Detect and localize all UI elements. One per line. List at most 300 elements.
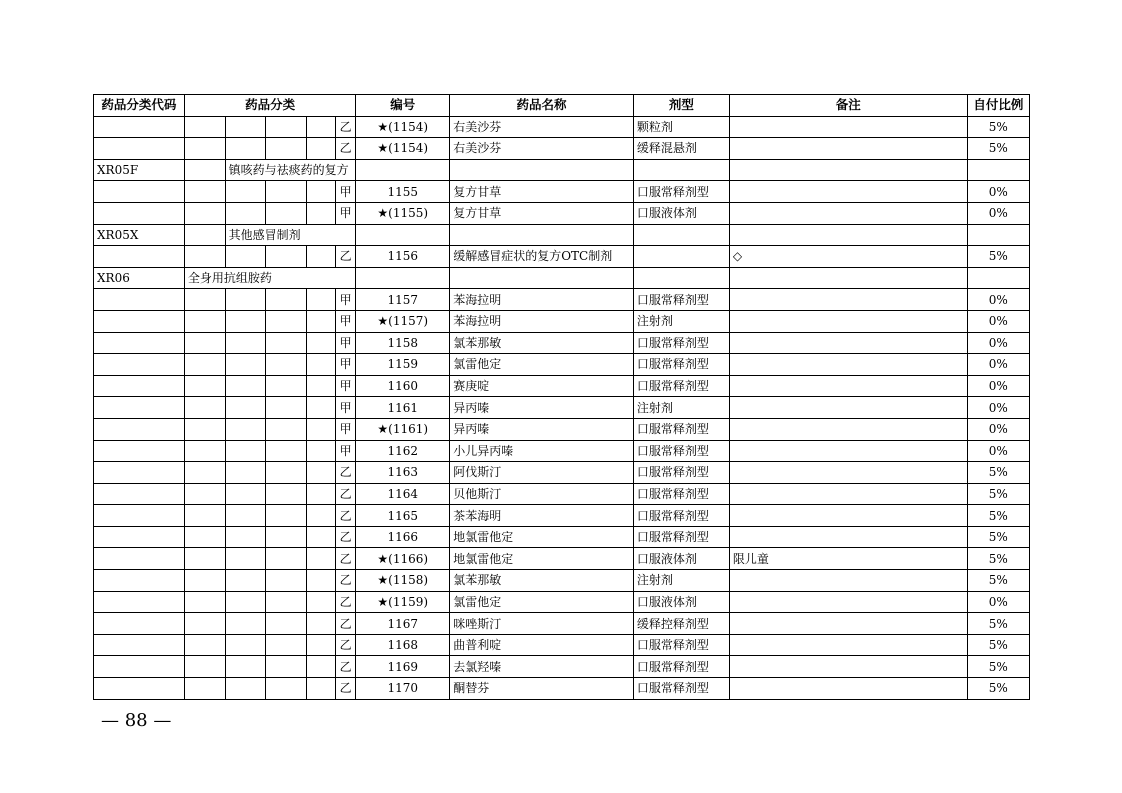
empty-cell	[450, 267, 634, 289]
drug-name: 复方甘草	[450, 181, 634, 203]
drug-category: 甲	[335, 397, 355, 419]
drug-note	[729, 354, 967, 376]
drug-name: 阿伐斯汀	[450, 462, 634, 484]
drug-note	[729, 138, 967, 160]
drug-form: 口服常释剂型	[633, 289, 729, 311]
drug-name: 氯雷他定	[450, 354, 634, 376]
empty-cell	[184, 613, 225, 635]
empty-cell	[184, 116, 225, 138]
empty-cell	[266, 375, 307, 397]
empty-cell	[307, 181, 336, 203]
category-code: XR05X	[94, 224, 185, 246]
table-row	[94, 310, 1030, 332]
empty-cell	[225, 440, 266, 462]
empty-cell	[94, 526, 185, 548]
drug-number: 1168	[356, 634, 450, 656]
empty-cell	[184, 505, 225, 527]
category-label: 镇咳药与祛痰药的复方	[225, 159, 356, 181]
empty-cell	[184, 289, 225, 311]
drug-number: 1159	[356, 354, 450, 376]
drug-name: 氯苯那敏	[450, 332, 634, 354]
header-name: 药品名称	[450, 95, 634, 117]
drug-ratio: 5%	[967, 634, 1029, 656]
empty-cell	[184, 138, 225, 160]
empty-cell	[307, 656, 336, 678]
drug-number: 1167	[356, 613, 450, 635]
empty-cell	[266, 591, 307, 613]
drug-ratio: 5%	[967, 526, 1029, 548]
empty-cell	[967, 267, 1029, 289]
empty-cell	[225, 591, 266, 613]
drug-category: 甲	[335, 354, 355, 376]
empty-cell	[225, 246, 266, 268]
empty-cell	[184, 310, 225, 332]
drug-number: ★(1159)	[356, 591, 450, 613]
drug-category: 乙	[335, 246, 355, 268]
empty-cell	[94, 440, 185, 462]
empty-cell	[225, 138, 266, 160]
drug-note	[729, 483, 967, 505]
empty-cell	[184, 181, 225, 203]
empty-cell	[184, 418, 225, 440]
drug-note	[729, 526, 967, 548]
header-code: 药品分类代码	[94, 95, 185, 117]
drug-category: 甲	[335, 332, 355, 354]
drug-ratio: 5%	[967, 656, 1029, 678]
drug-form: 口服常释剂型	[633, 418, 729, 440]
drug-note	[729, 397, 967, 419]
empty-cell	[307, 678, 336, 700]
drug-ratio: 5%	[967, 505, 1029, 527]
drug-category: 乙	[335, 462, 355, 484]
category-row	[94, 159, 1030, 181]
empty-cell	[307, 138, 336, 160]
empty-cell	[266, 202, 307, 224]
empty-cell	[266, 440, 307, 462]
drug-category: 甲	[335, 202, 355, 224]
drug-category: 乙	[335, 613, 355, 635]
empty-cell	[266, 138, 307, 160]
drug-ratio: 0%	[967, 181, 1029, 203]
drug-number: 1170	[356, 678, 450, 700]
drug-category: 乙	[335, 678, 355, 700]
empty-cell	[266, 289, 307, 311]
table-row	[94, 397, 1030, 419]
table-row	[94, 656, 1030, 678]
empty-cell	[307, 246, 336, 268]
empty-cell	[266, 483, 307, 505]
empty-cell	[266, 570, 307, 592]
drug-number: ★(1154)	[356, 116, 450, 138]
drug-name: 茶苯海明	[450, 505, 634, 527]
drug-name: 酮替芬	[450, 678, 634, 700]
empty-cell	[94, 418, 185, 440]
drug-ratio: 5%	[967, 246, 1029, 268]
category-code: XR06	[94, 267, 185, 289]
drug-note	[729, 656, 967, 678]
empty-cell	[266, 246, 307, 268]
empty-cell	[225, 462, 266, 484]
empty-cell	[94, 613, 185, 635]
empty-cell	[307, 289, 336, 311]
empty-cell	[184, 224, 225, 246]
drug-form: 注射剂	[633, 310, 729, 332]
table-row	[94, 202, 1030, 224]
empty-cell	[184, 375, 225, 397]
header-note: 备注	[729, 95, 967, 117]
drug-number: ★(1161)	[356, 418, 450, 440]
empty-cell	[266, 548, 307, 570]
drug-name: 地氯雷他定	[450, 548, 634, 570]
drug-number: ★(1155)	[356, 202, 450, 224]
table-row	[94, 634, 1030, 656]
drug-note	[729, 505, 967, 527]
drug-number: 1164	[356, 483, 450, 505]
empty-cell	[94, 462, 185, 484]
drug-number: ★(1157)	[356, 310, 450, 332]
header-number: 编号	[356, 95, 450, 117]
drug-form: 口服常释剂型	[633, 634, 729, 656]
empty-cell	[225, 354, 266, 376]
empty-cell	[184, 246, 225, 268]
drug-name: 苯海拉明	[450, 289, 634, 311]
page-number: — 88 —	[101, 710, 172, 731]
drug-form: 口服常释剂型	[633, 505, 729, 527]
empty-cell	[967, 159, 1029, 181]
drug-form: 缓释控释剂型	[633, 613, 729, 635]
drug-name: 曲普利啶	[450, 634, 634, 656]
drug-name: 复方甘草	[450, 202, 634, 224]
drug-form: 口服液体剂	[633, 202, 729, 224]
empty-cell	[184, 634, 225, 656]
empty-cell	[307, 202, 336, 224]
empty-cell	[225, 526, 266, 548]
empty-cell	[184, 159, 225, 181]
table-row	[94, 116, 1030, 138]
drug-form: 颗粒剂	[633, 116, 729, 138]
drug-ratio: 0%	[967, 591, 1029, 613]
drug-number: 1169	[356, 656, 450, 678]
table-row	[94, 375, 1030, 397]
empty-cell	[225, 634, 266, 656]
empty-cell	[184, 656, 225, 678]
empty-cell	[94, 246, 185, 268]
drug-note	[729, 462, 967, 484]
drug-name: 地氯雷他定	[450, 526, 634, 548]
empty-cell	[307, 310, 336, 332]
drug-name: 氯苯那敏	[450, 570, 634, 592]
drug-ratio: 5%	[967, 138, 1029, 160]
empty-cell	[266, 116, 307, 138]
drug-category: 乙	[335, 570, 355, 592]
drug-form: 口服液体剂	[633, 591, 729, 613]
empty-cell	[184, 483, 225, 505]
empty-cell	[225, 678, 266, 700]
drug-category: 乙	[335, 483, 355, 505]
empty-cell	[266, 634, 307, 656]
table-row	[94, 505, 1030, 527]
drug-ratio: 0%	[967, 310, 1029, 332]
drug-form: 口服常释剂型	[633, 332, 729, 354]
drug-category: 乙	[335, 634, 355, 656]
empty-cell	[307, 116, 336, 138]
drug-name: 氯雷他定	[450, 591, 634, 613]
empty-cell	[450, 224, 634, 246]
drug-ratio: 5%	[967, 548, 1029, 570]
drug-note: 限儿童	[729, 548, 967, 570]
category-label: 其他感冒制剂	[225, 224, 356, 246]
drug-category: 乙	[335, 591, 355, 613]
empty-cell	[94, 397, 185, 419]
drug-form: 口服常释剂型	[633, 354, 729, 376]
drug-ratio: 5%	[967, 613, 1029, 635]
drug-note	[729, 332, 967, 354]
empty-cell	[633, 224, 729, 246]
header-ratio: 自付比例	[967, 95, 1029, 117]
empty-cell	[184, 462, 225, 484]
table-row	[94, 246, 1030, 268]
empty-cell	[307, 418, 336, 440]
drug-number: ★(1166)	[356, 548, 450, 570]
empty-cell	[225, 656, 266, 678]
drug-name: 咪唑斯汀	[450, 613, 634, 635]
empty-cell	[184, 678, 225, 700]
drug-category: 甲	[335, 181, 355, 203]
empty-cell	[266, 505, 307, 527]
drug-note	[729, 202, 967, 224]
table-row	[94, 462, 1030, 484]
empty-cell	[225, 505, 266, 527]
empty-cell	[94, 116, 185, 138]
drug-category: 乙	[335, 656, 355, 678]
drug-form: 口服常释剂型	[633, 375, 729, 397]
empty-cell	[633, 159, 729, 181]
drug-form: 口服常释剂型	[633, 181, 729, 203]
drug-form: 口服常释剂型	[633, 440, 729, 462]
empty-cell	[184, 570, 225, 592]
empty-cell	[307, 570, 336, 592]
empty-cell	[266, 462, 307, 484]
empty-cell	[94, 634, 185, 656]
empty-cell	[307, 332, 336, 354]
drug-category: 甲	[335, 375, 355, 397]
drug-form: 口服液体剂	[633, 548, 729, 570]
empty-cell	[729, 224, 967, 246]
drug-category: 乙	[335, 526, 355, 548]
empty-cell	[307, 483, 336, 505]
drug-number: 1162	[356, 440, 450, 462]
drug-form: 注射剂	[633, 570, 729, 592]
empty-cell	[94, 375, 185, 397]
drug-number: 1155	[356, 181, 450, 203]
empty-cell	[94, 138, 185, 160]
header-form: 剂型	[633, 95, 729, 117]
drug-number: 1158	[356, 332, 450, 354]
category-code: XR05F	[94, 159, 185, 181]
header-category: 药品分类	[184, 95, 355, 117]
empty-cell	[184, 440, 225, 462]
empty-cell	[307, 397, 336, 419]
table-row	[94, 483, 1030, 505]
drug-name: 去氯羟嗪	[450, 656, 634, 678]
table-row	[94, 678, 1030, 700]
drug-category: 乙	[335, 116, 355, 138]
empty-cell	[307, 591, 336, 613]
empty-cell	[266, 332, 307, 354]
drug-category: 乙	[335, 505, 355, 527]
table-row	[94, 289, 1030, 311]
empty-cell	[266, 181, 307, 203]
empty-cell	[225, 613, 266, 635]
empty-cell	[184, 591, 225, 613]
empty-cell	[184, 202, 225, 224]
empty-cell	[307, 634, 336, 656]
drug-ratio: 0%	[967, 440, 1029, 462]
category-label: 全身用抗组胺药	[184, 267, 355, 289]
drug-note	[729, 289, 967, 311]
table-row	[94, 138, 1030, 160]
table-header-row	[94, 95, 1030, 117]
table-row	[94, 440, 1030, 462]
drug-note	[729, 570, 967, 592]
empty-cell	[225, 116, 266, 138]
drug-number: ★(1158)	[356, 570, 450, 592]
empty-cell	[225, 418, 266, 440]
drug-form: 注射剂	[633, 397, 729, 419]
empty-cell	[225, 397, 266, 419]
drug-category: 甲	[335, 440, 355, 462]
drug-category: 甲	[335, 289, 355, 311]
empty-cell	[266, 526, 307, 548]
drug-ratio: 5%	[967, 570, 1029, 592]
table-row	[94, 354, 1030, 376]
drug-category: 乙	[335, 138, 355, 160]
drug-name: 贝他斯汀	[450, 483, 634, 505]
drug-ratio: 0%	[967, 418, 1029, 440]
empty-cell	[184, 354, 225, 376]
drug-note	[729, 591, 967, 613]
drug-ratio: 0%	[967, 375, 1029, 397]
table-body	[94, 116, 1030, 699]
drug-ratio: 0%	[967, 354, 1029, 376]
empty-cell	[266, 397, 307, 419]
drug-ratio: 0%	[967, 397, 1029, 419]
drug-ratio: 0%	[967, 332, 1029, 354]
drug-ratio: 5%	[967, 483, 1029, 505]
drug-note	[729, 418, 967, 440]
empty-cell	[967, 224, 1029, 246]
table-row	[94, 591, 1030, 613]
drug-note	[729, 375, 967, 397]
empty-cell	[94, 678, 185, 700]
table-row	[94, 570, 1030, 592]
drug-number: 1161	[356, 397, 450, 419]
empty-cell	[184, 397, 225, 419]
drug-note	[729, 310, 967, 332]
empty-cell	[729, 159, 967, 181]
drug-form: 口服常释剂型	[633, 462, 729, 484]
drug-note	[729, 634, 967, 656]
drug-number: 1157	[356, 289, 450, 311]
empty-cell	[94, 354, 185, 376]
drug-name: 赛庚啶	[450, 375, 634, 397]
drug-form: 口服常释剂型	[633, 656, 729, 678]
drug-form: 口服常释剂型	[633, 483, 729, 505]
drug-ratio: 5%	[967, 678, 1029, 700]
drug-name: 苯海拉明	[450, 310, 634, 332]
drug-form: 口服常释剂型	[633, 678, 729, 700]
empty-cell	[266, 418, 307, 440]
empty-cell	[307, 440, 336, 462]
drug-number: 1156	[356, 246, 450, 268]
empty-cell	[94, 289, 185, 311]
drug-number: 1160	[356, 375, 450, 397]
empty-cell	[307, 375, 336, 397]
drug-category: 甲	[335, 310, 355, 332]
empty-cell	[266, 613, 307, 635]
empty-cell	[266, 354, 307, 376]
empty-cell	[307, 354, 336, 376]
table-row	[94, 332, 1030, 354]
drug-form: 口服常释剂型	[633, 526, 729, 548]
drug-ratio: 5%	[967, 462, 1029, 484]
drug-note	[729, 440, 967, 462]
empty-cell	[94, 181, 185, 203]
drug-name: 右美沙芬	[450, 138, 634, 160]
drug-ratio: 0%	[967, 202, 1029, 224]
empty-cell	[184, 526, 225, 548]
empty-cell	[94, 483, 185, 505]
drug-name: 异丙嗪	[450, 397, 634, 419]
drug-note	[729, 181, 967, 203]
empty-cell	[94, 591, 185, 613]
table-row	[94, 613, 1030, 635]
drug-name: 缓解感冒症状的复方OTC制剂	[450, 246, 634, 268]
empty-cell	[729, 267, 967, 289]
empty-cell	[307, 548, 336, 570]
empty-cell	[225, 202, 266, 224]
empty-cell	[225, 181, 266, 203]
table-row	[94, 181, 1030, 203]
empty-cell	[94, 656, 185, 678]
drug-table	[93, 94, 1030, 700]
drug-number: 1166	[356, 526, 450, 548]
empty-cell	[225, 289, 266, 311]
empty-cell	[94, 570, 185, 592]
empty-cell	[94, 332, 185, 354]
category-row	[94, 267, 1030, 289]
drug-number: ★(1154)	[356, 138, 450, 160]
drug-category: 甲	[335, 418, 355, 440]
empty-cell	[266, 656, 307, 678]
drug-note: ◇	[729, 246, 967, 268]
drug-ratio: 5%	[967, 116, 1029, 138]
drug-name: 小儿异丙嗪	[450, 440, 634, 462]
empty-cell	[94, 548, 185, 570]
drug-name: 右美沙芬	[450, 116, 634, 138]
empty-cell	[307, 613, 336, 635]
drug-ratio: 0%	[967, 289, 1029, 311]
empty-cell	[307, 526, 336, 548]
category-row	[94, 224, 1030, 246]
empty-cell	[450, 159, 634, 181]
drug-number: 1163	[356, 462, 450, 484]
empty-cell	[94, 310, 185, 332]
empty-cell	[94, 505, 185, 527]
empty-cell	[225, 570, 266, 592]
empty-cell	[225, 375, 266, 397]
empty-cell	[94, 202, 185, 224]
